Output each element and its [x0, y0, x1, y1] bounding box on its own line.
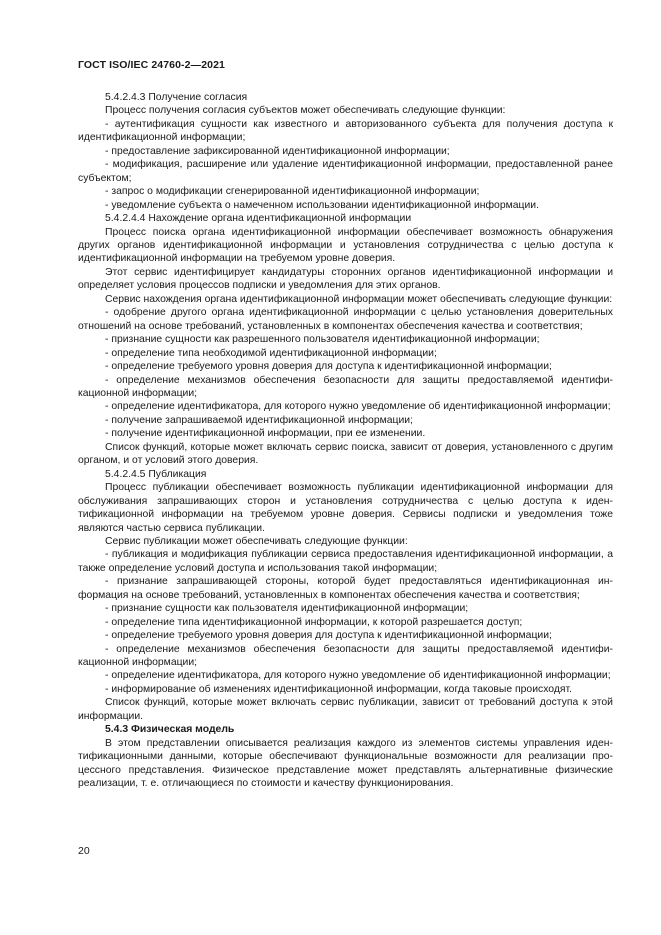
list-item: - запрос о модификации сгенерированной идентификационной информации; — [105, 186, 480, 198]
list-item: - определение типа необходимой идентификационной информации; — [105, 347, 437, 359]
paragraph: В этом представлении описывается реализация каждого из элементов системы управления идентификационными данными, которые обеспечивают функциональные возможности для реализации процессного представления. Физическое представление может представлять альтернативные физические реализации, т. е. отличающиеся по стоимости и качеству функционирования. — [78, 737, 613, 790]
document-body — [78, 91, 613, 791]
section-heading: 5.4.2.4.5 Публикация — [105, 468, 207, 480]
paragraph: Процесс получения согласия субъектов может обеспечивать следующие функции: — [105, 105, 506, 117]
paragraph: Список функций, которые может включать сервис публикации, зависит от требований доступа к этой информации. — [78, 697, 613, 722]
list-item: - признание сущности как разрешенного пользователя идентификационной информации; — [105, 334, 540, 346]
section-heading-bold: 5.4.3 Физическая модель — [105, 724, 235, 736]
paragraph: Процесс поиска органа идентификационной информации обеспечивает возможность обнаружения других органов идентификационной информации и установления сотрудничества с целью доступа к идентификационной информации на требуемом уровне доверия. — [78, 226, 613, 265]
list-item: - аутентификация сущности как известного и авторизованного субъекта для получения доступа к идентификационной информации; — [78, 118, 613, 144]
list-item: - одобрение другого органа идентификационной информации с целью установления доверительных отношений на основе требований, установленных в компонентах обеспечения качества и соответствия; — [78, 307, 613, 332]
list-item: - определение требуемого уровня доверия для доступа к идентификационной информации; — [105, 361, 552, 373]
list-item: - предоставление зафиксированной идентификационной информации; — [105, 145, 450, 157]
paragraph: Список функций, которые может включать сервис поиска, зависит от доверия, установленного с другим органом, и от условий этого доверия. — [78, 441, 613, 467]
list-item: - получение идентификационной информации, при ее изменении. — [105, 428, 426, 440]
list-item: - определение механизмов обеспечения безопасности для защиты предоставляемой идентификационной информации; — [78, 643, 613, 669]
list-item: - информирование об изменениях идентификационной информации, когда таковые происходят. — [105, 683, 573, 695]
section-heading: 5.4.2.4.3 Получение согласия — [105, 92, 248, 103]
paragraph: Сервис публикации может обеспечивать следующие функции: — [105, 535, 408, 547]
list-item: - определение типа идентификационной информации, к которой разрешается доступ; — [105, 616, 523, 628]
list-item: - получение запрашиваемой идентификационной информации; — [105, 414, 413, 426]
section-heading: 5.4.2.4.4 Нахождение органа идентификационной информации — [105, 213, 412, 225]
list-item: - признание сущности как пользователя идентификационной информации; — [105, 603, 469, 615]
list-item: - публикация и модификация публикации сервиса предоставления идентификационной информации, а также определение условий доступа и использования такой информации; — [78, 549, 613, 574]
paragraph: Сервис нахождения органа идентификационной информации может обеспечивать следующие функции: — [105, 293, 613, 305]
list-item: - определение механизмов обеспечения безопасности для защиты предоставляемой идентификационной информации; — [78, 374, 613, 399]
list-item: - уведомление субъекта о намеченном использовании идентификационной информации. — [105, 199, 539, 211]
list-item: - определение идентификатора, для которого нужно уведомление об идентификационной информации; — [105, 401, 611, 413]
list-item: - определение идентификатора, для которого нужно уведомление об идентификационной информации; — [105, 670, 611, 682]
list-item: - определение требуемого уровня доверия для доступа к идентификационной информации; — [105, 630, 552, 642]
document-header: ГОСТ ISO/IEC 24760-2—2021 — [78, 59, 225, 71]
paragraph: Этот сервис идентифицирует кандидатуры сторонних органов идентификационной информации и определяет условия процессов подписки и уведомления для этих органов. — [78, 266, 613, 292]
page-number: 20 — [78, 845, 90, 857]
paragraph: Процесс публикации обеспечивает возможность публикации идентификационной информации для обслуживания запрашивающих сторон и установления сотрудничества с целью доступа к идентификационной информации на требуемом уровне доверия. Сервисы подписки и уведомления тоже являются частью сервиса публикации. — [78, 482, 613, 534]
list-item: - признание запрашивающей стороны, которой будет предоставляться идентификационная информация на основе требований, установленных в компонентах обеспечения качества и соответствия; — [78, 576, 613, 601]
list-item: - модификация, расширение или удаление идентификационной информации, предоставленной ранее субъектом; — [78, 159, 613, 184]
